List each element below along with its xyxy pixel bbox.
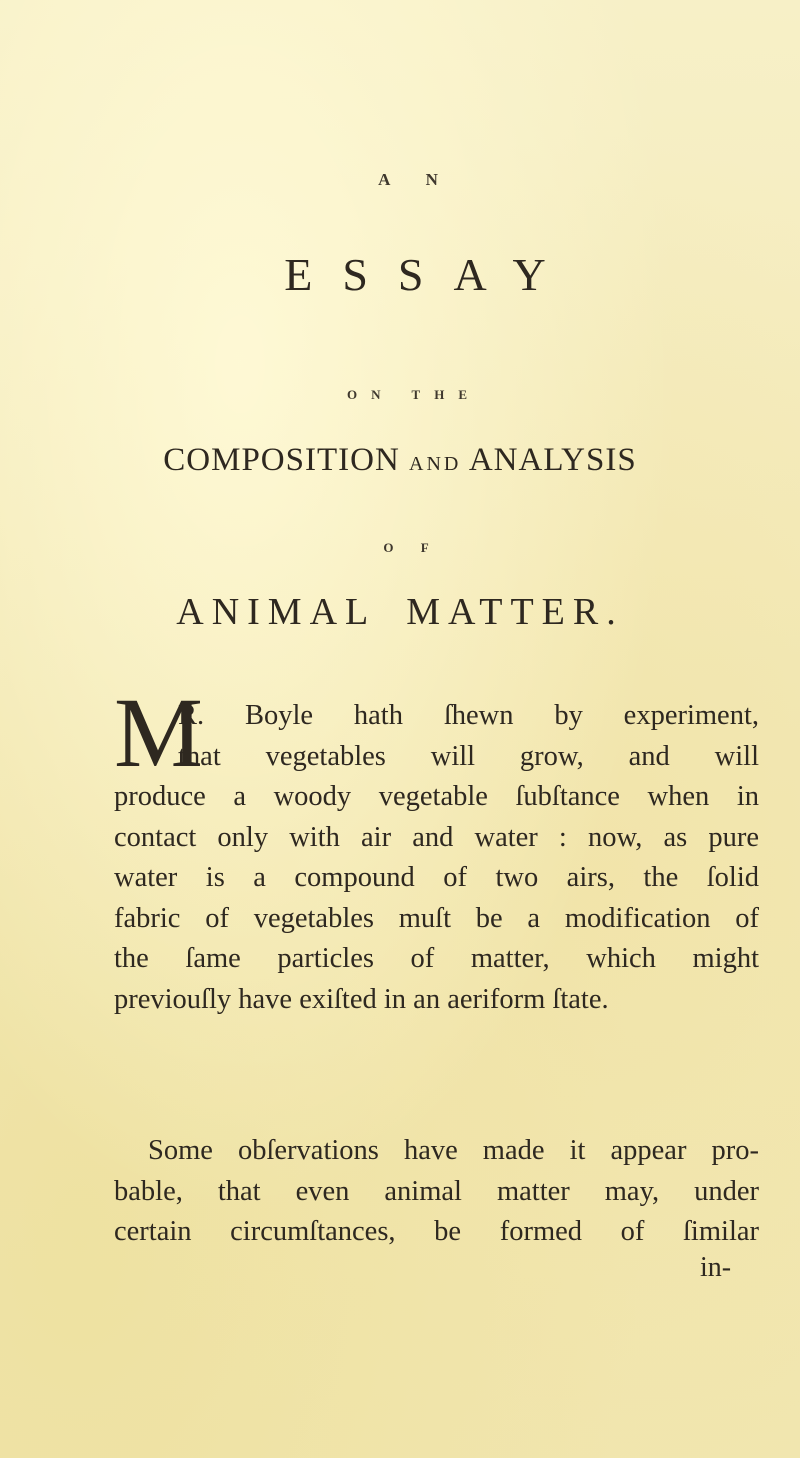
title-and: AND <box>409 453 462 475</box>
paragraph-line: previouſly have exiſted in an aeriform ſtate. <box>114 983 609 1015</box>
title-of: O F <box>383 540 441 555</box>
title-composition-line <box>0 442 800 479</box>
drop-cap: M <box>114 677 203 788</box>
paragraph-line: contact only with air and water : now, as pure <box>114 821 759 853</box>
paragraph-line: that vegetables will grow, and will <box>178 740 759 772</box>
paragraph-1 <box>114 696 759 1020</box>
catchword: in- <box>700 1252 732 1283</box>
title-essay: ESSAY <box>284 249 576 300</box>
title-on-the: ON THE <box>347 387 481 402</box>
paragraph-line: bable, that even animal matter may, under <box>114 1175 759 1207</box>
paragraph-line: fabric of vegetables muſt be a modification of <box>114 902 759 934</box>
paragraph-line: R. Boyle hath ſhewn by experiment, <box>178 700 759 731</box>
title-animal-matter-line <box>0 590 800 634</box>
title-matter: MATTER. <box>406 591 624 633</box>
paragraph-line: certain circumſtances, be formed of ſimilar <box>114 1216 759 1247</box>
paragraph-line: produce a woody vegetable ſubſtance when in <box>114 781 759 812</box>
title-animal: ANIMAL <box>176 591 377 633</box>
paragraph-2 <box>114 1131 759 1253</box>
title-composition: COMPOSITION <box>163 442 400 478</box>
paragraph-line: Some obſervations have made it appear pro- <box>148 1135 759 1166</box>
title-an: A N <box>378 170 454 189</box>
paragraph-line: water is a compound of two airs, the ſolid <box>114 862 759 893</box>
paragraph-line: the ſame particles of matter, which might <box>114 943 759 974</box>
title-analysis: ANALYSIS <box>468 442 637 478</box>
